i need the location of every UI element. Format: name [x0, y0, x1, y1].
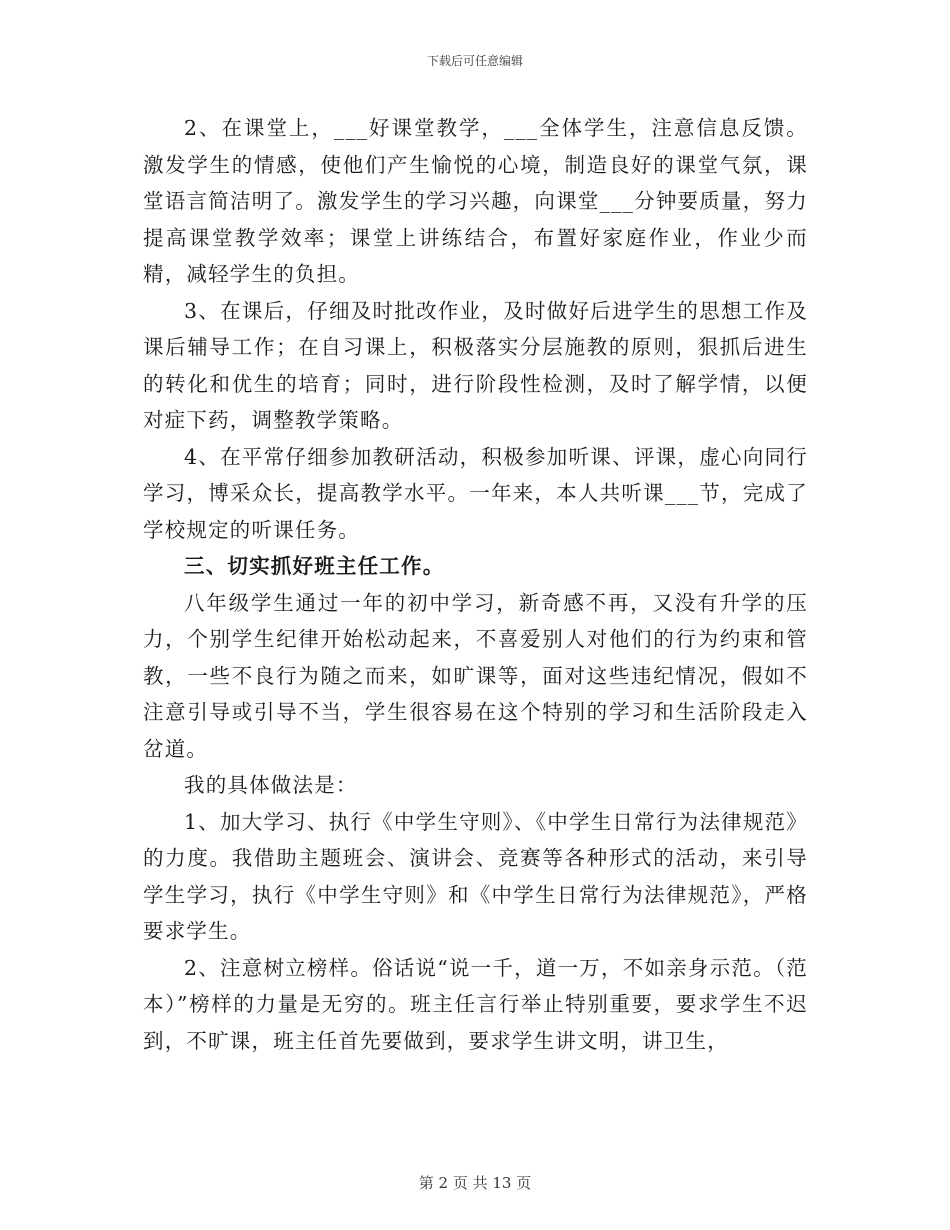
paragraph-rules-study: 1、加大学习、执行《中学生守则》、《中学生日常行为法律规范》的力度。我借助主题班会、演讲会、竞赛等各种形式的活动，来引导学生学习，执行《中学生守则》和《中学生日常行为法律规范》，严格要求学生。 [143, 809, 808, 943]
paragraph-after-class: 3、在课后，仔细及时批改作业，及时做好后进学生的思想工作及课后辅导工作；在自习课上，积极落实分层施教的原则，狠抓后进生的转化和优生的培育；同时，进行阶段性检测，及时了解学情，以便对症下药，调整教学策略。 [143, 298, 808, 432]
paragraph-role-model: 2、注意树立榜样。俗话说“说一千，道一万，不如亲身示范。（范本）”榜样的力量是无穷的。班主任言行举止特别重要，要求学生不迟到，不旷课，班主任首先要做到，要求学生讲文明，讲卫生， [143, 955, 808, 1053]
paragraph-grade-eight: 八年级学生通过一年的初中学习，新奇感不再，又没有升学的压力，个别学生纪律开始松动起来，不喜爱别人对他们的行为约束和管教，一些不良行为随之而来，如旷课等，面对这些违纪情况，假如不注意引导或引导不当，学生很容易在这个特别的学习和生活阶段走入岔道。 [143, 590, 808, 761]
page-number: 第 2 页 共 13 页 [418, 1174, 532, 1192]
document-body [143, 110, 808, 1059]
paragraph-my-approach: 我的具体做法是： [184, 773, 358, 797]
header-note: 下载后可任意编辑 [426, 54, 523, 68]
paragraph-teaching-research: 4、在平常仔细参加教研活动，积极参加听课、评课，虚心向同行学习，博采众长，提高教学水平。一年来，本人共听课___节，完成了学校规定的听课任务。 [143, 444, 808, 542]
paragraph-classroom: 2、在课堂上，___好课堂教学，___全体学生，注意信息反馈。激发学生的情感，使他们产生愉悦的心境，制造良好的课堂气氛，课堂语言简洁明了。激发学生的学习兴趣，向课堂___分钟要质量，努力提高课堂教学效率；课堂上讲练结合，布置好家庭作业，作业少而精，减轻学生的负担。 [143, 116, 808, 286]
section-heading: 三、切实抓好班主任工作。 [184, 554, 445, 578]
